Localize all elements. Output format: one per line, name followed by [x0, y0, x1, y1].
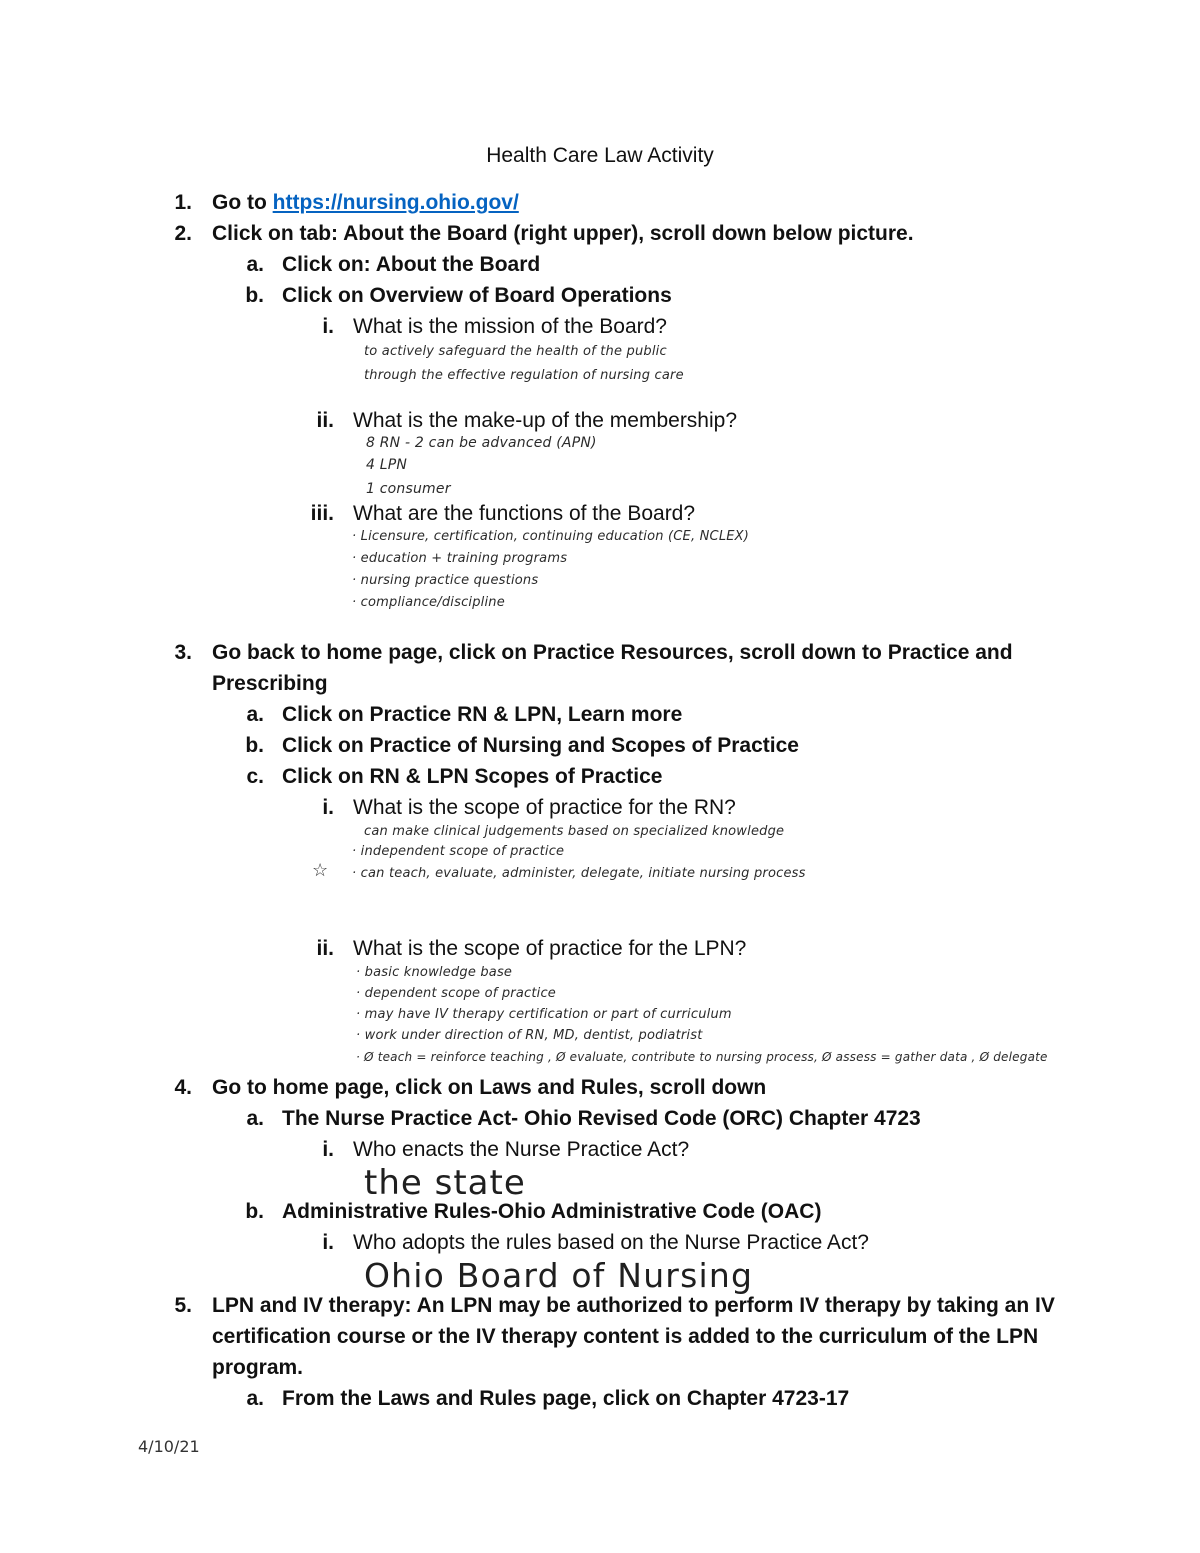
item-5a-text: From the Laws and Rules page, click on Chapter 4723-17	[282, 1387, 850, 1410]
footer-date: 4/10/21	[138, 1437, 200, 1456]
item-3c-i-question: What is the scope of practice for the RN?	[353, 796, 736, 819]
item-5-text-line-1: LPN and IV therapy: An LPN may be authorized to perform IV therapy by taking an IV	[212, 1294, 1055, 1317]
item-3c-ii-question: What is the scope of practice for the LPN?	[353, 937, 747, 960]
item-2a-marker: a.	[246, 253, 264, 276]
item-4a-i-question: Who enacts the Nurse Practice Act?	[353, 1138, 690, 1161]
functions-answer-line-4: · compliance/discipline	[352, 595, 505, 610]
item-2b-text: Click on Overview of Board Operations	[282, 284, 672, 307]
functions-answer-line-2: · education + training programs	[352, 551, 568, 566]
membership-answer-line-3: 1 consumer	[366, 481, 451, 497]
item-5a-marker: a.	[246, 1387, 264, 1410]
item-4b-marker: b.	[245, 1200, 264, 1223]
mission-answer-line-2: through the effective regulation of nursing care	[364, 368, 684, 383]
item-5-text-line-2: certification course or the IV therapy content is added to the curriculum of the LPN	[212, 1325, 1039, 1348]
lpn-scope-answer-line-4: · work under direction of RN, MD, dentist, podiatrist	[356, 1028, 703, 1043]
item-3b-text: Click on Practice of Nursing and Scopes of Practice	[282, 734, 799, 757]
enacts-answer: the state	[364, 1163, 526, 1203]
rn-scope-answer-line-2: · independent scope of practice	[352, 844, 565, 859]
mission-answer-line-1: to actively safeguard the health of the public	[364, 344, 667, 359]
lpn-scope-answer-line-5: · Ø teach = reinforce teaching , Ø evaluate, contribute to nursing process, Ø assess = gather data , Ø delegate	[356, 1050, 1048, 1064]
item-4a-i-marker: i.	[322, 1138, 334, 1161]
item-1-marker: 1.	[174, 191, 192, 214]
rn-scope-answer-line-3: · can teach, evaluate, administer, delegate, initiate nursing process	[352, 866, 806, 881]
item-3a-text: Click on Practice RN & LPN, Learn more	[282, 703, 683, 726]
item-4b-i-question: Who adopts the rules based on the Nurse Practice Act?	[353, 1231, 869, 1254]
item-2b-marker: b.	[245, 284, 264, 307]
item-4b-i-marker: i.	[322, 1231, 334, 1254]
item-3-text-line-2: Prescribing	[212, 672, 328, 695]
item-1-text	[212, 190, 519, 216]
item-3a-marker: a.	[246, 703, 264, 726]
item-4b-text: Administrative Rules-Ohio Administrative Code (OAC)	[282, 1200, 822, 1223]
item-4a-text: The Nurse Practice Act- Ohio Revised Code (ORC) Chapter 4723	[282, 1107, 921, 1130]
item-3c-marker: c.	[246, 765, 264, 788]
lpn-scope-answer-line-1: · basic knowledge base	[356, 965, 513, 980]
item-5-marker: 5.	[174, 1294, 192, 1317]
membership-answer-line-2: 4 LPN	[366, 457, 408, 473]
item-4-marker: 4.	[174, 1076, 192, 1099]
item-3c-i-marker: i.	[322, 796, 334, 819]
item-2b-i-question: What is the mission of the Board?	[353, 315, 667, 338]
item-2b-ii-question: What is the make-up of the membership?	[353, 409, 738, 432]
adopts-answer: Ohio Board of Nursing	[364, 1256, 754, 1295]
item-3c-text: Click on RN & LPN Scopes of Practice	[282, 765, 663, 788]
rn-scope-answer-line-1: can make clinical judgements based on specialized knowledge	[364, 824, 785, 839]
item-2b-i-marker: i.	[322, 315, 334, 338]
item-2-text: Click on tab: About the Board (right upper), scroll down below picture.	[212, 222, 914, 245]
item-2a-text: Click on: About the Board	[282, 253, 541, 276]
item-3c-ii-marker: ii.	[316, 937, 334, 960]
item-3-marker: 3.	[174, 641, 192, 664]
item-2b-ii-marker: ii.	[316, 409, 334, 432]
lpn-scope-answer-line-2: · dependent scope of practice	[356, 986, 557, 1001]
item-5-text-line-3: program.	[212, 1356, 304, 1379]
membership-answer-line-1: 8 RN - 2 can be advanced (APN)	[366, 435, 597, 451]
item-2b-iii-marker: iii.	[310, 502, 334, 525]
item-2b-iii-question: What are the functions of the Board?	[353, 502, 696, 525]
functions-answer-line-3: · nursing practice questions	[352, 573, 539, 588]
item-4-text: Go to home page, click on Laws and Rules, scroll down	[212, 1076, 767, 1099]
item-3b-marker: b.	[245, 734, 264, 757]
lpn-scope-answer-line-3: · may have IV therapy certification or part of curriculum	[356, 1007, 732, 1022]
nursing-ohio-link[interactable]: https://nursing.ohio.gov/	[272, 191, 519, 214]
star-icon: ☆	[312, 860, 329, 880]
page-title: Health Care Law Activity	[486, 144, 714, 167]
item-2-marker: 2.	[174, 222, 192, 245]
functions-answer-line-1: · Licensure, certification, continuing education (CE, NCLEX)	[352, 529, 750, 544]
item-3-text-line-1: Go back to home page, click on Practice Resources, scroll down to Practice and	[212, 641, 1013, 664]
item-4a-marker: a.	[246, 1107, 264, 1130]
item-1-prefix: Go to	[212, 191, 273, 214]
